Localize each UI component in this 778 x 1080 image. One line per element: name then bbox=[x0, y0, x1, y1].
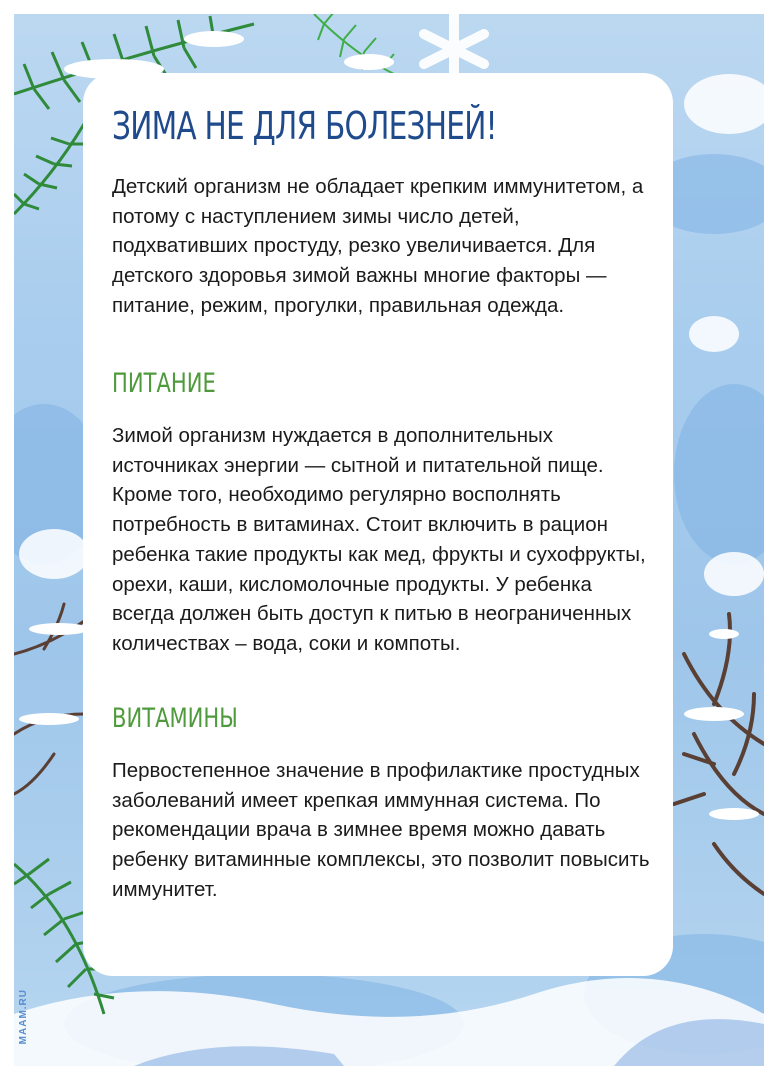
section-text-vitamins: Первостепенное значение в профилактике простудных заболеваний имеет крепкая иммунная система. По рекомендации врача в зимнее время можно давать ребенку витаминные комплексы, это позволит повысить иммунитет. bbox=[112, 759, 650, 901]
section-heading-vitamins: ВИТАМИНЫ bbox=[112, 703, 238, 734]
watermark: MAAM.RU bbox=[18, 989, 29, 1045]
section-text-nutrition: Зимой организм нуждается в дополнительных источниках энергии — сытной и питательной пище. Кроме того, необходимо регулярно восполнять потребность в витаминах. Стоит включить в рацион ребенка такие продукты как мед, фрукты и сухофрукты, орехи, каши, кисломолочные продукты. У ребенка всегда должен быть доступ к питью в неограниченных количествах – вода, соки и компоты. bbox=[112, 424, 646, 655]
page-title: ЗИМА НЕ ДЛЯ БОЛЕЗНЕЙ! bbox=[112, 104, 497, 148]
section-heading-nutrition: ПИТАНИЕ bbox=[112, 368, 216, 399]
intro-paragraph: Детский организм не обладает крепким иммунитетом, а потому с наступлением зимы число детей, подхвативших простуду, резко увеличивается. Для детского здоровья зимой важны многие факторы — питание, режим, прогулки, правильная одежда. bbox=[112, 175, 644, 317]
